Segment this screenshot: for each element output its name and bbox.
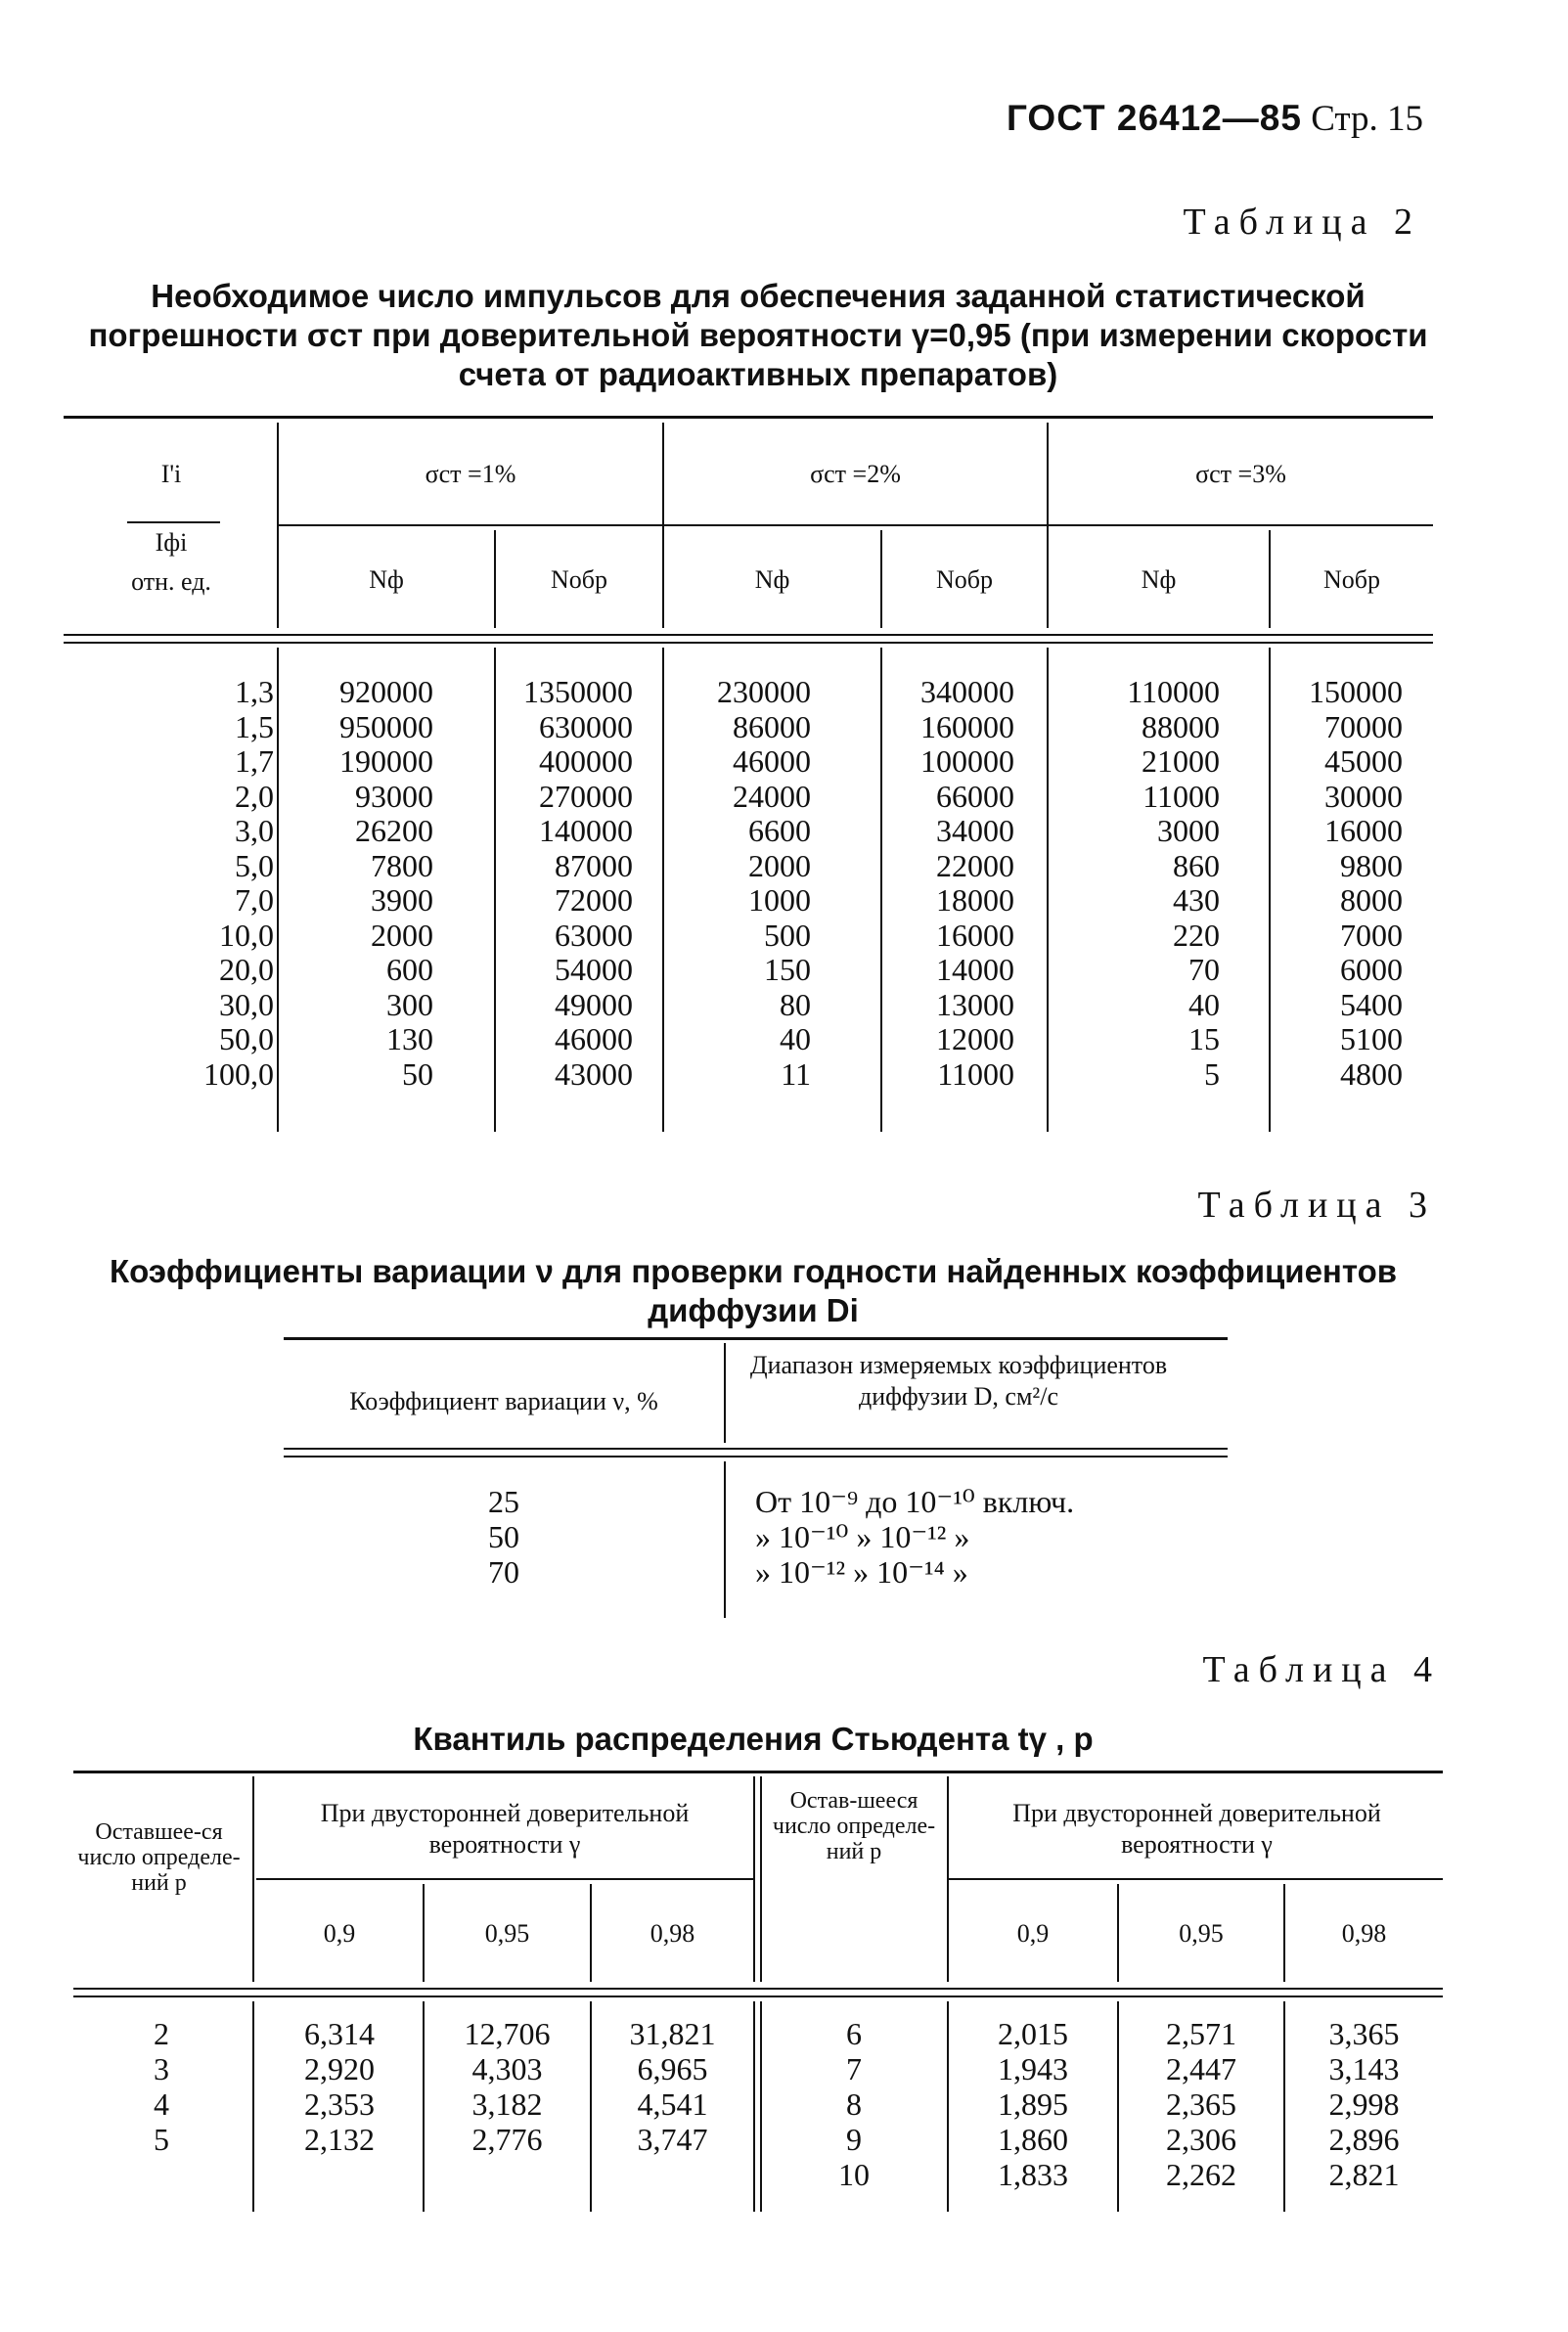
standard-number: ГОСТ 26412—85 xyxy=(1006,98,1302,138)
table2-cell: 3000 xyxy=(1157,813,1220,848)
table2-cell: 45000 xyxy=(1324,743,1403,779)
table4-vline xyxy=(760,1776,762,1982)
table3-label: Таблица 3 xyxy=(1197,1185,1436,1226)
table2-row-ratio: 2,0 xyxy=(235,778,274,814)
table2-cell: 2000 xyxy=(748,847,811,883)
table2-cell: 500 xyxy=(764,917,811,953)
table2-subcol-header: Nобр xyxy=(1322,565,1380,594)
table4-right-count: 10 xyxy=(838,2157,870,2192)
table2-cell: 72000 xyxy=(555,882,633,918)
table4-left-count: 2 xyxy=(154,2016,169,2051)
table2-cell: 40 xyxy=(780,1021,811,1056)
table4-right-cell: 2,306 xyxy=(1166,2122,1236,2157)
table2-cell: 8000 xyxy=(1340,882,1403,918)
table2-row-ratio: 1,3 xyxy=(235,674,274,709)
table4-group-rule-left xyxy=(256,1878,753,1880)
table4-right-cell: 1,943 xyxy=(998,2051,1068,2086)
table2-cell: 600 xyxy=(386,952,433,987)
table2-cell: 2000 xyxy=(371,917,433,953)
table2-cell: 6000 xyxy=(1340,952,1403,987)
page-header xyxy=(1007,98,1423,140)
table2-subcol-header: Nф xyxy=(754,565,790,594)
table4-group-header-left: При двусторонней доверительной вероятности γ xyxy=(320,1799,690,1859)
table2-subcol-header: Nобр xyxy=(935,565,993,594)
table2-cell: 80 xyxy=(780,986,811,1022)
table2-subcol-header: Nф xyxy=(1141,565,1177,594)
table2-cell: 50 xyxy=(402,1055,433,1092)
table2-cell: 270000 xyxy=(539,778,633,814)
table2-cell: 70 xyxy=(1188,952,1220,987)
table4-right-cell: 2,821 xyxy=(1328,2157,1400,2192)
table4-right-cell: 2,365 xyxy=(1166,2086,1236,2122)
fraction-bar xyxy=(127,521,220,523)
table4-left-count: 5 xyxy=(154,2122,169,2157)
table2-cell: 7800 xyxy=(371,847,433,883)
table2-cell: 16000 xyxy=(936,917,1014,953)
table2-cell: 4800 xyxy=(1340,1055,1403,1092)
table4-header-rule xyxy=(73,1988,1443,1990)
table3-range-value: От 10⁻⁹ до 10⁻¹⁰ включ. xyxy=(755,1484,1075,1519)
table2-title: Необходимое число импульсов для обеспечения заданной статистической погрешности σст при доверительной вероятности γ=0,95 (при измерении скорости счета от радиоактивных препаратов) xyxy=(88,278,1428,392)
table3-range-value: » 10⁻¹⁰ » 10⁻¹² » xyxy=(755,1519,970,1554)
table4-right-cell: 1,895 xyxy=(998,2086,1068,2122)
table3-variation-value: 25 xyxy=(488,1484,519,1519)
table2-cell: 70000 xyxy=(1324,708,1403,744)
table2-row-ratio: 10,0 xyxy=(219,917,274,953)
table2-cell: 11000 xyxy=(1142,778,1220,814)
table4-vline xyxy=(753,2001,755,2212)
table4-left-count: 4 xyxy=(154,2086,169,2122)
table2-cell: 11 xyxy=(781,1055,811,1092)
table2-cell: 920000 xyxy=(339,674,433,709)
table2-cell: 34000 xyxy=(936,813,1014,848)
table2-cell: 46000 xyxy=(555,1021,633,1056)
table3-top-rule xyxy=(284,1337,1228,1340)
table4-right-cell: 1,833 xyxy=(998,2157,1068,2192)
table2-header-rule xyxy=(64,634,1433,636)
table2-group-header: σст =2% xyxy=(810,460,901,488)
table2-cell: 220 xyxy=(1173,917,1220,953)
table2-group-rule xyxy=(279,524,1433,526)
table4-vline xyxy=(252,1776,254,1982)
table2-cell: 24000 xyxy=(733,778,811,814)
table3-header-rule2 xyxy=(284,1456,1228,1458)
table2-cell: 12000 xyxy=(936,1021,1014,1056)
table4-left-cell: 3,182 xyxy=(471,2086,543,2122)
table2-cell: 1350000 xyxy=(523,674,633,709)
table3-vline xyxy=(724,1343,726,1443)
table4-left-cell: 2,920 xyxy=(304,2051,375,2086)
table3-range-value: » 10⁻¹² » 10⁻¹⁴ » xyxy=(755,1554,968,1590)
table2-cell: 43000 xyxy=(555,1055,633,1092)
table4-subcol-header: 0,98 xyxy=(650,1919,695,1948)
table2-cell: 15 xyxy=(1188,1021,1220,1056)
table4-group-rule-right xyxy=(949,1878,1443,1880)
table4-right-cell: 2,896 xyxy=(1328,2122,1400,2157)
table4-right-count: 9 xyxy=(846,2122,862,2157)
table2-ratio-numerator: I'i xyxy=(160,460,182,488)
table2-label: Таблица 2 xyxy=(1183,202,1421,243)
table2-cell: 110000 xyxy=(1127,674,1220,709)
table4-right-cell: 2,571 xyxy=(1166,2016,1236,2051)
table2-row-ratio: 30,0 xyxy=(219,986,274,1022)
table2-row-ratio: 1,5 xyxy=(235,708,274,744)
table2-cell: 9800 xyxy=(1340,847,1403,883)
table2-cell: 66000 xyxy=(936,778,1014,814)
table4-left-cell: 6,965 xyxy=(637,2051,708,2086)
table2-cell: 22000 xyxy=(936,847,1014,883)
table4-left-count: 3 xyxy=(154,2051,169,2086)
page-number: Стр. 15 xyxy=(1311,99,1423,139)
table4-title: Квантиль распределения Стьюдента tγ , p xyxy=(413,1721,1094,1757)
table2-subcol-header: Nф xyxy=(369,565,404,594)
table4-right-cell: 2,262 xyxy=(1166,2157,1236,2192)
table2-cell: 160000 xyxy=(920,708,1014,744)
table2-cell: 11000 xyxy=(937,1055,1014,1092)
table2-cell: 30000 xyxy=(1324,778,1403,814)
table4-right-cell: 1,860 xyxy=(998,2122,1068,2157)
table4-right-count: 6 xyxy=(846,2016,862,2051)
table2-cell: 5 xyxy=(1204,1055,1220,1092)
table2-cell: 87000 xyxy=(555,847,633,883)
table2-vline xyxy=(1047,423,1049,628)
table4-left-cell: 3,747 xyxy=(637,2122,708,2157)
table3-col-header: Коэффициент вариации ν, % xyxy=(349,1387,658,1415)
table3-vline xyxy=(724,1461,726,1618)
table2-cell: 3900 xyxy=(371,882,433,918)
table2-cell: 40 xyxy=(1188,986,1220,1022)
table2-row-ratio: 3,0 xyxy=(235,813,274,848)
table4-left-cell: 4,541 xyxy=(637,2086,708,2122)
table4-subcol-header: 0,95 xyxy=(484,1919,530,1948)
table2-cell: 860 xyxy=(1173,847,1220,883)
table2-cell: 140000 xyxy=(539,813,633,848)
table2-cell: 430 xyxy=(1173,882,1220,918)
table2-vline xyxy=(277,423,279,628)
table2-cell: 630000 xyxy=(539,708,633,744)
table2-cell: 5400 xyxy=(1340,986,1403,1022)
table4-top-rule xyxy=(73,1771,1443,1773)
table4-subcol-header: 0,95 xyxy=(1179,1919,1224,1948)
table4-label: Таблица 4 xyxy=(1202,1649,1441,1690)
table2-cell: 150 xyxy=(764,952,811,987)
table2-cell: 6600 xyxy=(748,813,811,848)
table2-unit: отн. ед. xyxy=(131,567,211,596)
table3-col-header: Диапазон измеряемых коэффициентов диффузии D, см²/с xyxy=(749,1351,1168,1411)
table4-vline xyxy=(760,2001,762,2212)
table4-right-cell: 2,998 xyxy=(1328,2086,1400,2122)
table4-vline xyxy=(252,2001,254,2212)
table3-variation-value: 70 xyxy=(488,1554,519,1590)
table4-left-cell: 6,314 xyxy=(304,2016,375,2051)
table2-cell: 230000 xyxy=(717,674,811,709)
table2-cell: 150000 xyxy=(1309,674,1403,709)
table2-cell: 5100 xyxy=(1340,1021,1403,1056)
table2-cell: 93000 xyxy=(355,778,433,814)
table2-cell: 46000 xyxy=(733,743,811,779)
table4-right-cell: 3,365 xyxy=(1328,2016,1400,2051)
table4-vline xyxy=(753,1776,755,1982)
table2-group-header: σст =3% xyxy=(1195,460,1286,488)
table4-right-count: 8 xyxy=(846,2086,862,2122)
table4-right-count-header: Остав-шееся число определе-ний p xyxy=(772,1788,936,1864)
table4-vline xyxy=(947,1776,949,1982)
table4-header-rule2 xyxy=(73,1996,1443,1997)
table2-row-ratio: 20,0 xyxy=(219,952,274,987)
table2-cell: 100000 xyxy=(920,743,1014,779)
table2-row-ratio: 5,0 xyxy=(235,847,274,883)
table2-cell: 63000 xyxy=(555,917,633,953)
table4-right-cell: 2,447 xyxy=(1166,2051,1236,2086)
table2-row-ratio: 1,7 xyxy=(235,743,274,779)
table2-vline xyxy=(662,423,664,628)
table2-cell: 7000 xyxy=(1340,917,1403,953)
table3-variation-value: 50 xyxy=(488,1519,519,1554)
table4-left-cell: 12,706 xyxy=(464,2016,551,2051)
table2-cell: 21000 xyxy=(1142,743,1220,779)
table2-row-ratio: 50,0 xyxy=(219,1021,274,1056)
table2-cell: 340000 xyxy=(920,674,1014,709)
table2-cell: 300 xyxy=(386,986,433,1022)
table2-row-ratio: 100,0 xyxy=(203,1055,274,1092)
table2-ratio-denominator: Iфi xyxy=(155,528,188,557)
table2-cell: 26200 xyxy=(355,813,433,848)
table2-subcol-header: Nобр xyxy=(550,565,607,594)
table2-cell: 400000 xyxy=(539,743,633,779)
table2-top-rule xyxy=(64,416,1433,419)
table2-cell: 130 xyxy=(386,1021,433,1056)
table4-subcol-header: 0,98 xyxy=(1341,1919,1387,1948)
table4-right-cell: 3,143 xyxy=(1328,2051,1400,2086)
table2-cell: 54000 xyxy=(555,952,633,987)
table2-cell: 86000 xyxy=(733,708,811,744)
table2-cell: 49000 xyxy=(555,986,633,1022)
table2-cell: 1000 xyxy=(748,882,811,918)
table2-cell: 16000 xyxy=(1324,813,1403,848)
table2-row-ratio: 7,0 xyxy=(235,882,274,918)
table4-left-cell: 31,821 xyxy=(629,2016,716,2051)
table4-right-cell: 2,015 xyxy=(998,2016,1068,2051)
table2-cell: 18000 xyxy=(936,882,1014,918)
table2-group-header: σст =1% xyxy=(425,460,516,488)
table2-header-rule2 xyxy=(64,642,1433,644)
table4-left-cell: 2,776 xyxy=(471,2122,543,2157)
table4-group-header-right: При двусторонней доверительной вероятности γ xyxy=(1012,1799,1381,1859)
table3-title: Коэффициенты вариации ν для проверки годности найденных коэффициентов диффузии Di xyxy=(109,1253,1398,1328)
table2-cell: 190000 xyxy=(339,743,433,779)
table4-subcol-header: 0,9 xyxy=(1016,1919,1050,1948)
table4-left-cell: 4,303 xyxy=(471,2051,543,2086)
table2-cell: 14000 xyxy=(936,952,1014,987)
table4-left-count-header: Оставшее-ся число определе-ний p xyxy=(77,1819,241,1896)
table4-right-count: 7 xyxy=(846,2051,862,2086)
table2-cell: 950000 xyxy=(339,708,433,744)
table4-left-cell: 2,132 xyxy=(304,2122,375,2157)
table4-subcol-header: 0,9 xyxy=(323,1919,356,1948)
table3-header-rule xyxy=(284,1448,1228,1450)
table2-cell: 88000 xyxy=(1142,708,1220,744)
table4-left-cell: 2,353 xyxy=(304,2086,375,2122)
table2-cell: 13000 xyxy=(936,986,1014,1022)
